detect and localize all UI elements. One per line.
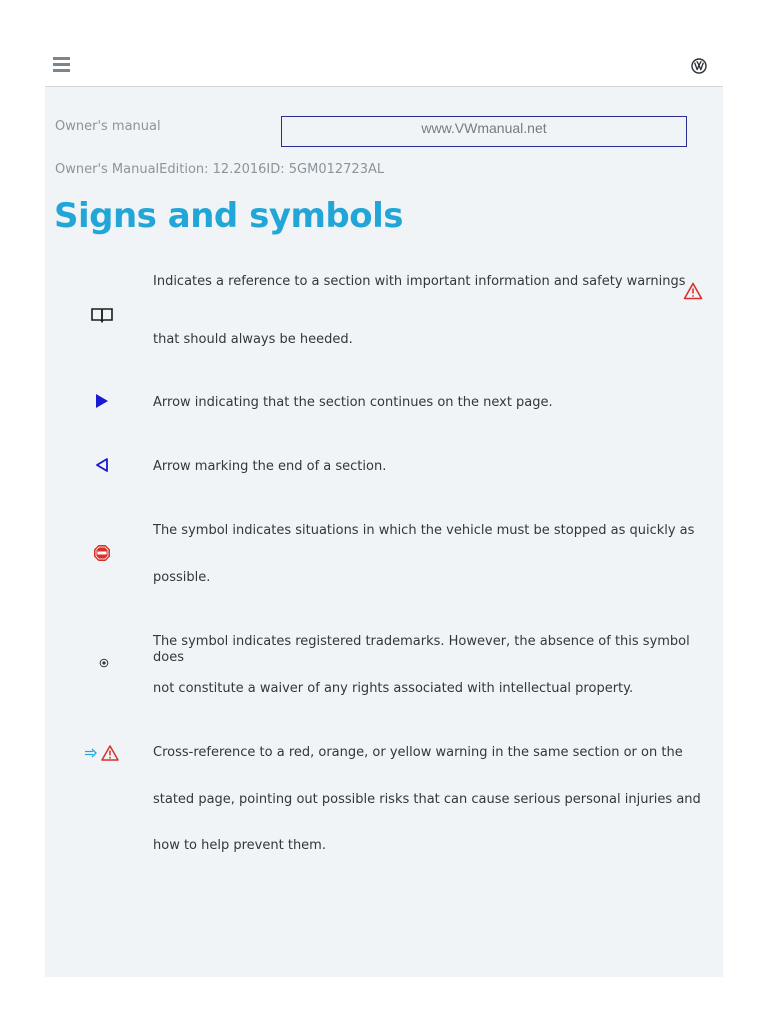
top-bar (45, 42, 723, 87)
vw-logo-icon[interactable] (691, 58, 707, 74)
cross-reference-warning-icon (84, 744, 120, 762)
symbol-description-line: Arrow indicating that the section continues on the next page. (153, 395, 553, 410)
arrow-right-filled-icon (95, 393, 109, 409)
page-title: Signs and symbols (54, 196, 403, 236)
warning-triangle-icon (683, 282, 703, 300)
symbol-description-line: possible. (153, 570, 211, 585)
arrow-left-outline-icon (95, 457, 109, 473)
url-banner[interactable] (281, 116, 687, 147)
document-label: Owner's manual (55, 119, 161, 134)
registered-icon (99, 658, 109, 668)
symbol-description-line: The symbol indicates registered trademarks. However, the absence of this symbol does (153, 634, 690, 665)
symbol-description-line: Arrow marking the end of a section. (153, 459, 387, 474)
symbol-description-line: not constitute a waiver of any rights associated with intellectual property. (153, 681, 634, 696)
symbol-description-line: The symbol indicates situations in which the vehicle must be stopped as quickly as (153, 523, 695, 538)
symbol-description-line: Cross-reference to a red, orange, or yellow warning in the same section or on the (153, 745, 683, 760)
edition-info: Owner's ManualEdition: 12.2016ID: 5GM012723AL (55, 162, 385, 177)
stop-icon (93, 544, 111, 562)
book-icon (90, 307, 114, 323)
symbol-description-line: how to help prevent them. (153, 838, 326, 853)
symbol-description-line: that should always be heeded. (153, 332, 353, 347)
hamburger-menu-icon[interactable] (53, 57, 70, 72)
manual-page (45, 42, 723, 977)
url-text: www.VWmanual.net (421, 120, 547, 136)
symbol-description-line: Indicates a reference to a section with important information and safety warnings (153, 274, 686, 289)
symbol-description-line: stated page, pointing out possible risks that can cause serious personal injuries and (153, 792, 701, 807)
